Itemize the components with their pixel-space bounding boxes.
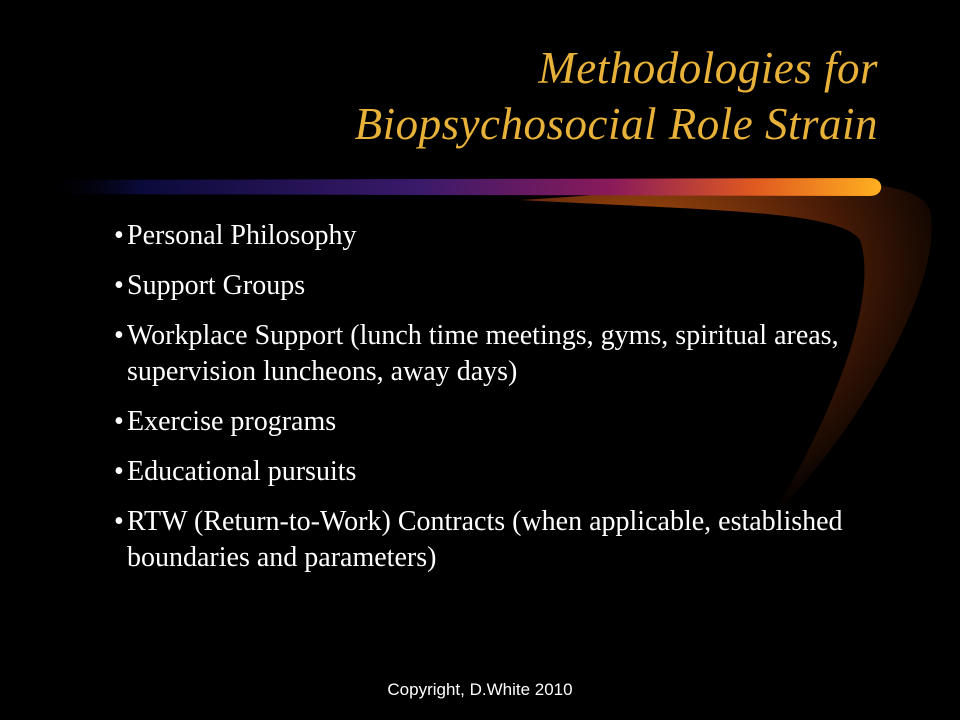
- bullet-glyph: •: [114, 506, 124, 537]
- bullet-glyph: •: [114, 270, 124, 301]
- bullet-text: RTW (Return-to-Work) Contracts (when applicable, established boundaries and parameters): [127, 506, 843, 573]
- bullet-text: Workplace Support (lunch time meetings, gyms, spiritual areas, supervision luncheons, away days): [127, 320, 839, 387]
- bullet-text: Personal Philosophy: [127, 220, 357, 251]
- bullet-item: [114, 268, 914, 304]
- bullet-text: Support Groups: [127, 270, 306, 301]
- bullet-item: [114, 318, 914, 390]
- bullet-text: Educational pursuits: [127, 456, 357, 487]
- bullet-glyph: •: [114, 406, 124, 437]
- title-line-1: Methodologies for: [538, 43, 878, 93]
- bullet-item: [114, 504, 914, 576]
- bullet-text: Exercise programs: [127, 406, 337, 437]
- slide-title: [118, 40, 878, 152]
- bullet-glyph: •: [114, 220, 124, 251]
- bullet-item: [114, 404, 914, 440]
- bullet-glyph: •: [114, 320, 124, 351]
- copyright-footer: Copyright, D.White 2010: [387, 680, 573, 699]
- bullet-list: [114, 218, 914, 590]
- bullet-glyph: •: [114, 456, 124, 487]
- swoosh-bar: [40, 178, 881, 196]
- title-line-2: Biopsychosocial Role Strain: [354, 99, 878, 149]
- bullet-item: [114, 218, 914, 254]
- bullet-item: [114, 454, 914, 490]
